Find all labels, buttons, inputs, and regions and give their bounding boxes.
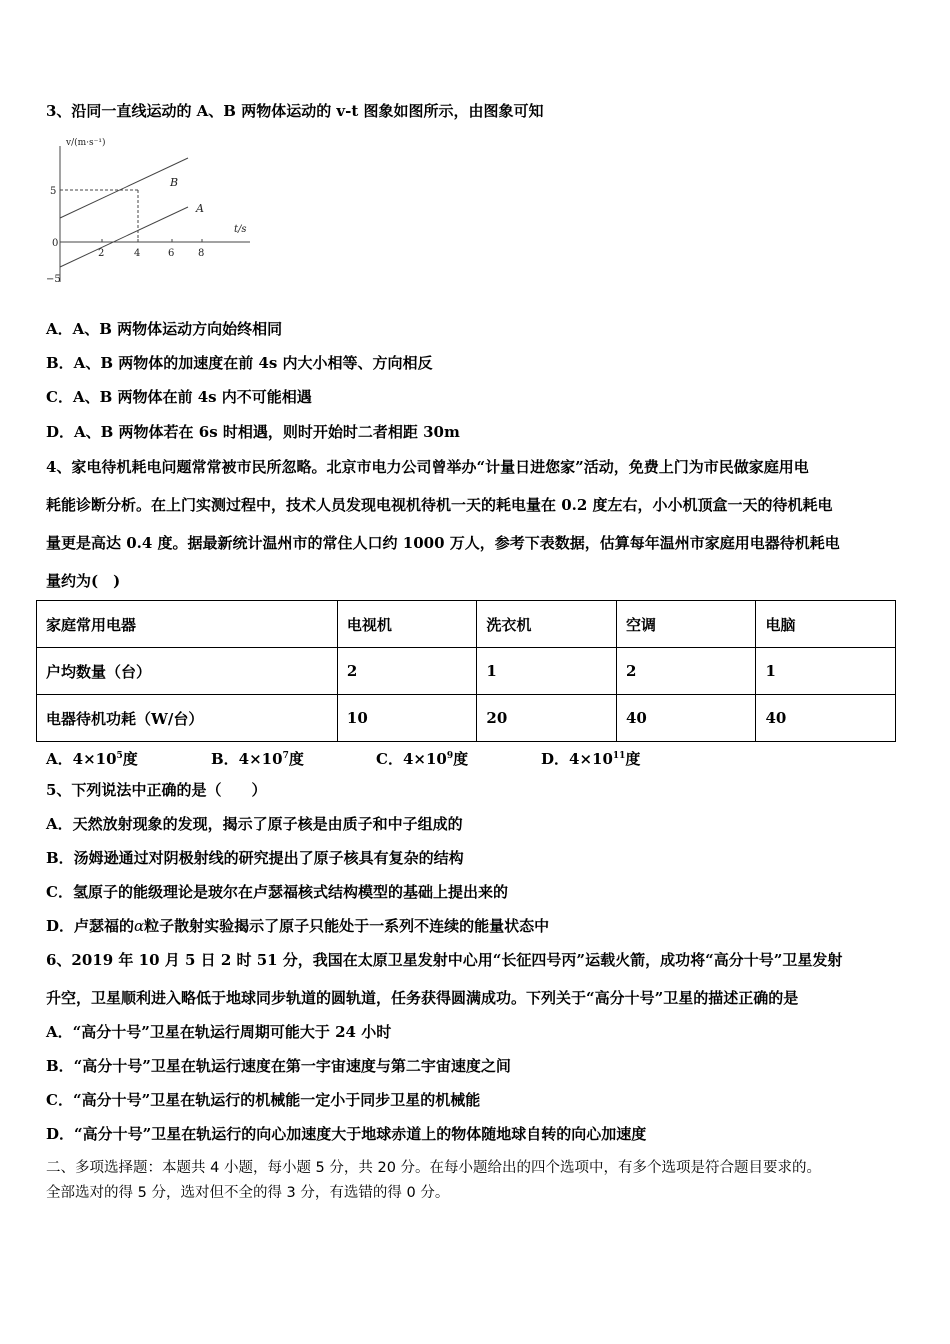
q4-line-4: 量约为( ) (46, 572, 121, 590)
q4-option-b: B．$4\times 10^7$度 (211, 750, 304, 768)
q5-option-d: D．卢瑟福的α粒子散射实验揭示了原子只能处于一系列不连续的能量状态中 (46, 917, 550, 935)
line-a-label: A (196, 202, 204, 215)
table-cell: 空调 (616, 601, 756, 648)
q6-option-b: B．“高分十号”卫星在轨运行速度在第一宇宙速度与第二宇宙速度之间 (46, 1057, 511, 1075)
table-cell: 40 (756, 695, 896, 742)
q3-option-d: D．A、B 两物体若在 6s 时相遇，则时开始时二者相距 30m (46, 423, 460, 441)
table-cell: 电脑 (756, 601, 896, 648)
table-cell: 户均数量（台） (37, 648, 338, 695)
q3-option-a: A．A、B 两物体运动方向始终相同 (46, 320, 283, 338)
x-axis-label: t/s (234, 224, 247, 235)
x-tick-2: 2 (98, 248, 105, 259)
question-4-stem (46, 448, 906, 600)
q5-option-b: B．汤姆逊通过对阴极射线的研究提出了原子核具有复杂的结构 (46, 849, 464, 867)
table-row (37, 648, 896, 695)
x-tick-8: 8 (198, 248, 205, 259)
q4-option-a: A．$4\times 10^5$度 (46, 750, 138, 768)
q5-option-a: A．天然放射现象的发现，揭示了原子核是由质子和中子组成的 (46, 815, 463, 833)
question-3-title: 3、沿同一直线运动的 A、B 两物体运动的 v-t 图象如图所示，由图象可知 (46, 102, 544, 120)
y-tick-neg5: −5 (46, 274, 61, 285)
vt-graph (40, 132, 270, 302)
table-row (37, 695, 896, 742)
q3-option-c: C．A、B 两物体在前 4s 内不可能相遇 (46, 388, 312, 406)
question-5-title: 5、下列说法中正确的是（ ） (46, 781, 267, 799)
table-cell: 1 (756, 648, 896, 695)
q5-option-c: C．氢原子的能级理论是玻尔在卢瑟福核式结构模型的基础上提出来的 (46, 883, 508, 901)
question-6-line-1: 6、2019 年 10 月 5 日 2 时 51 分，我国在太原卫星发射中心用“长征四号丙”运载火箭，成功将“高分十号”卫星发射 (46, 951, 843, 969)
table-cell: 2 (337, 648, 477, 695)
q6-option-a: A．“高分十号”卫星在轨运行周期可能大于 24 小时 (46, 1023, 392, 1041)
y-tick-5: 5 (50, 186, 57, 197)
section-2-heading: 二、多项选择题：本题共 4 小题，每小题 5 分，共 20 分。在每小题给出的四个选项中，有多个选项是符合题目要求的。 (46, 1160, 822, 1176)
y-axis-label: v/(m·s⁻¹) (66, 138, 106, 148)
q4-line-1: 4、家电待机耗电问题常常被市民所忽略。北京市电力公司曾举办“计量日进您家”活动，免费上门为市民做家庭用电 (46, 458, 809, 476)
line-b (60, 158, 188, 218)
appliance-table (36, 600, 896, 742)
x-tick-4: 4 (134, 248, 141, 259)
section-2-scoring: 全部选对的得 5 分，选对但不全的得 3 分，有选错的得 0 分。 (46, 1185, 450, 1201)
table-cell: 1 (477, 648, 617, 695)
table-cell: 2 (616, 648, 756, 695)
y-tick-0: 0 (52, 238, 59, 249)
q4-options (46, 746, 640, 769)
table-cell: 电视机 (337, 601, 477, 648)
q3-option-b: B．A、B 两物体的加速度在前 4s 内大小相等、方向相反 (46, 354, 433, 372)
table-cell: 洗衣机 (477, 601, 617, 648)
q4-option-c: C．$4\times 10^9$度 (376, 750, 469, 768)
table-row (37, 601, 896, 648)
table-cell: 20 (477, 695, 617, 742)
table-cell: 家庭常用电器 (37, 601, 338, 648)
alpha-symbol: α (134, 917, 145, 935)
q6-option-d: D．“高分十号”卫星在轨运行的向心加速度大于地球赤道上的物体随地球自转的向心加速度 (46, 1125, 647, 1143)
x-tick-6: 6 (168, 248, 175, 259)
table-cell: 10 (337, 695, 477, 742)
q6-option-c: C．“高分十号”卫星在轨运行的机械能一定小于同步卫星的机械能 (46, 1091, 481, 1109)
table-cell: 40 (616, 695, 756, 742)
question-6-line-2: 升空，卫星顺利进入略低于地球同步轨道的圆轨道，任务获得圆满成功。下列关于“高分十号”卫星的描述正确的是 (46, 989, 799, 1007)
q4-option-d: D．$4\times 10^{11}$度 (541, 750, 641, 768)
q4-line-3: 量更是高达 0.4 度。据最新统计温州市的常住人口约 1000 万人，参考下表数据，估算每年温州市家庭用电器待机耗电 (46, 534, 840, 552)
q4-line-2: 耗能诊断分析。在上门实测过程中，技术人员发现电视机待机一天的耗电量在 0.2 度左右，小小机顶盒一天的待机耗电 (46, 496, 833, 514)
table-cell: 电器待机功耗（W/台） (37, 695, 338, 742)
line-b-label: B (170, 176, 179, 189)
